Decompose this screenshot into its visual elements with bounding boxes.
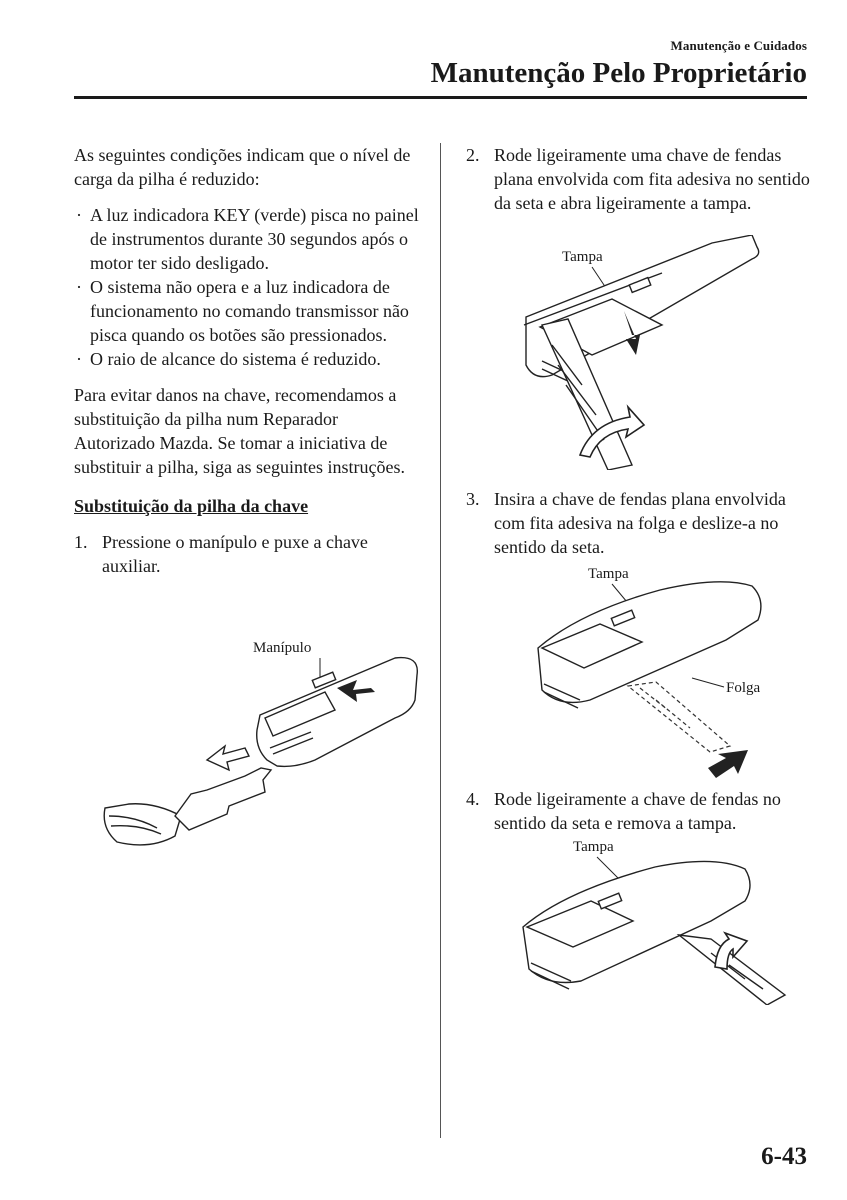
figure-label-lever: Manípulo: [253, 640, 312, 656]
list-item: [74, 347, 419, 371]
header-rule: [74, 96, 807, 99]
step-4: [466, 787, 811, 835]
list-item-text: O raio de alcance do sistema é reduzido.: [90, 349, 381, 369]
auxiliary-key-illustration: [104, 768, 271, 845]
advice-paragraph: Para evitar danos na chave, recomendamos a substituição da pilha num Reparador Autorizado Mazda. Se tomar a iniciativa de substituir a pilha, siga as seguintes instruções.: [74, 385, 405, 477]
step-text: Rode ligeiramente uma chave de fendas plana envolvida com fita adesiva no sentido da seta e abra ligeiramente a tampa.: [494, 145, 810, 213]
slide-arrow-icon: [708, 750, 748, 778]
bullet-icon: ·: [76, 205, 82, 225]
column-divider: [440, 143, 441, 1138]
step-number: 2.: [466, 145, 480, 165]
step-number: 1.: [74, 532, 88, 552]
list-item: [74, 203, 419, 275]
condition-list: [74, 203, 419, 371]
step-text: Rode ligeiramente a chave de fendas no sentido da seta e remova a tampa.: [494, 789, 781, 833]
figure-insert-screwdriver: [520, 560, 800, 785]
bullet-icon: ·: [76, 277, 82, 297]
right-column: [466, 143, 811, 215]
figure-open-cover: [512, 235, 812, 470]
step-1: [74, 530, 419, 578]
step-number: 3.: [466, 489, 480, 509]
figure-release-lever: [95, 630, 425, 870]
screwdriver-outline: [628, 682, 730, 752]
left-column: [74, 143, 419, 578]
step-text: Insira a chave de fendas plana envolvida com fita adesiva na folga e deslize-a no sentido da seta.: [494, 489, 786, 557]
figure-label-gap: Folga: [726, 680, 761, 696]
section-label: Manutenção e Cuidados: [670, 38, 807, 53]
list-item-text: O sistema não opera e a luz indicadora de funcionamento no comando transmissor não pisca quando os botões são pressionados.: [90, 277, 409, 345]
list-item-text: A luz indicadora KEY (verde) pisca no painel de instrumentos durante 30 segundos após o motor ter sido desligado.: [90, 205, 419, 273]
figure-label-cover: Tampa: [562, 249, 603, 265]
right-column-step3: [466, 487, 811, 559]
step-number: 4.: [466, 789, 480, 809]
bullet-icon: ·: [76, 349, 82, 369]
subheading: Substituição da pilha da chave: [74, 496, 309, 516]
page-title: Manutenção Pelo Proprietário: [430, 57, 807, 89]
intro-paragraph: As seguintes condições indicam que o nível de carga da pilha é reduzido:: [74, 145, 411, 189]
key-fob-illustration: [523, 861, 750, 989]
key-fob-illustration: [257, 658, 418, 767]
right-column-step4: [466, 787, 811, 835]
list-item: [74, 275, 419, 347]
step-2: [466, 143, 811, 215]
page-number: 6-43: [761, 1143, 807, 1170]
figure-remove-cover: [515, 835, 795, 1005]
step-3: [466, 487, 811, 559]
step-text: Pressione o manípulo e puxe a chave auxiliar.: [102, 532, 368, 576]
figure-label-cover: Tampa: [573, 839, 614, 855]
figure-label-cover: Tampa: [588, 566, 629, 582]
pull-arrow-icon: [207, 746, 249, 770]
